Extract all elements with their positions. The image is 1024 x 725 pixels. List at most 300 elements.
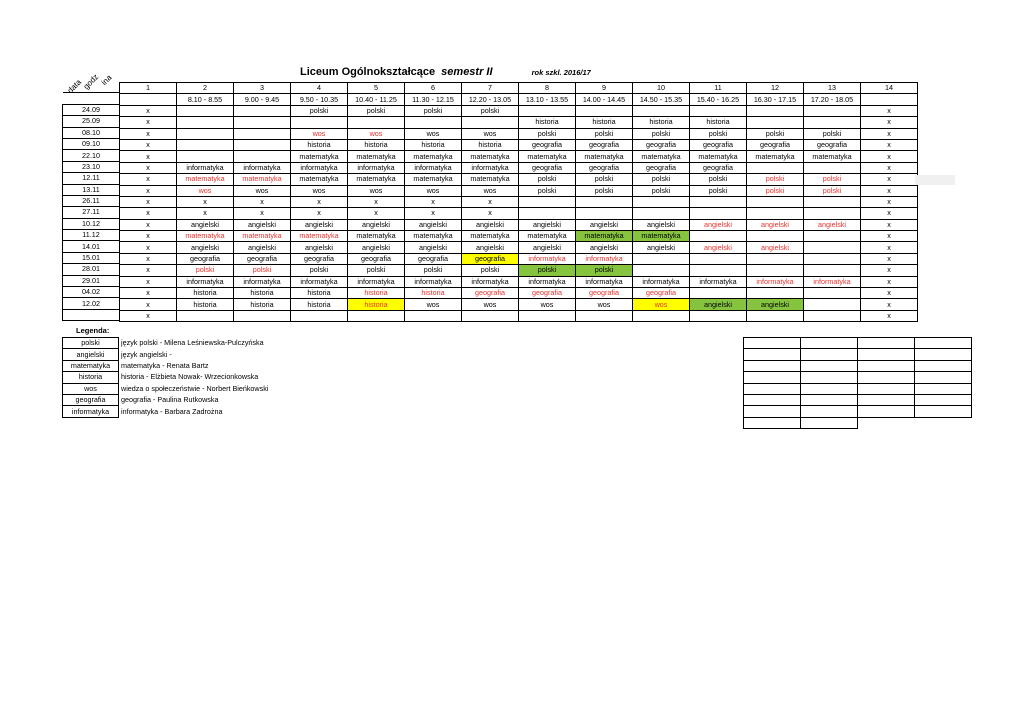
schedule-cell xyxy=(747,288,804,299)
schedule-cell: historia xyxy=(348,288,405,299)
schedule-cell xyxy=(633,196,690,207)
schedule-cell: wos xyxy=(348,185,405,196)
schedule-cell: x xyxy=(120,151,177,162)
header-number: 1 xyxy=(120,83,177,94)
header-row-numbers xyxy=(120,83,918,94)
schedule-cell: informatyka xyxy=(234,276,291,287)
header-number: 8 xyxy=(519,83,576,94)
schedule-cell xyxy=(633,310,690,321)
schedule-cell: x xyxy=(861,242,918,253)
schedule-cell xyxy=(519,196,576,207)
schedule-cell xyxy=(348,117,405,128)
schedule-cell: geografia xyxy=(633,288,690,299)
schedule-cell: wos xyxy=(462,128,519,139)
table-row xyxy=(120,242,918,253)
schedule-cell: x xyxy=(861,174,918,185)
schedule-cell: angielski xyxy=(405,242,462,253)
date-row xyxy=(63,264,120,275)
date-cell: 08.10 xyxy=(63,127,120,138)
schedule-cell: x xyxy=(861,151,918,162)
schedule-cell xyxy=(690,105,747,116)
date-cell: 13.11 xyxy=(63,184,120,195)
legend-item xyxy=(63,349,269,360)
schedule-cell: polski xyxy=(804,128,861,139)
schedule-cell: geografia xyxy=(519,162,576,173)
grid-row xyxy=(744,349,972,360)
legend-item xyxy=(63,383,269,394)
schedule-cell: angielski xyxy=(690,219,747,230)
schedule-cell xyxy=(348,310,405,321)
schedule-cell xyxy=(633,208,690,219)
date-row xyxy=(63,287,120,298)
table-row xyxy=(120,288,918,299)
grid-cell xyxy=(801,372,858,383)
schedule-cell: polski xyxy=(747,128,804,139)
schedule-cell: polski xyxy=(576,265,633,276)
header-number: 7 xyxy=(462,83,519,94)
grid-cell xyxy=(744,394,801,405)
schedule-cell xyxy=(291,310,348,321)
schedule-cell: geografia xyxy=(519,139,576,150)
schedule-cell: x xyxy=(861,208,918,219)
header-number: 5 xyxy=(348,83,405,94)
schedule-cell: informatyka xyxy=(348,162,405,173)
schedule-cell: matematyka xyxy=(462,231,519,242)
table-row xyxy=(120,276,918,287)
schedule-cell: informatyka xyxy=(633,276,690,287)
grid-cell xyxy=(801,383,858,394)
schedule-cell: informatyka xyxy=(405,162,462,173)
schedule-cell xyxy=(804,310,861,321)
schedule-cell: matematyka xyxy=(348,174,405,185)
schedule-cell: matematyka xyxy=(405,151,462,162)
date-cell: 10.12 xyxy=(63,218,120,229)
schedule-cell xyxy=(633,105,690,116)
schedule-cell: wos xyxy=(462,299,519,310)
legend-item xyxy=(63,338,269,349)
schedule-cell: x xyxy=(405,208,462,219)
schedule-cell: polski xyxy=(747,174,804,185)
schedule-cell: polski xyxy=(633,185,690,196)
schedule-cell: polski xyxy=(234,265,291,276)
schedule-cell xyxy=(291,117,348,128)
grid-cell xyxy=(858,383,915,394)
schedule-cell xyxy=(234,151,291,162)
schedule-cell xyxy=(690,208,747,219)
schedule-cell xyxy=(747,196,804,207)
schedule-cell: polski xyxy=(633,174,690,185)
schedule-cell: geografia xyxy=(576,139,633,150)
schedule-cell: matematyka xyxy=(519,151,576,162)
schedule-cell: polski xyxy=(804,174,861,185)
grid-cell xyxy=(744,417,801,428)
schedule-cell: angielski xyxy=(576,219,633,230)
grid-cell xyxy=(801,406,858,417)
schedule-cell: matematyka xyxy=(348,151,405,162)
header-number: 2 xyxy=(177,83,234,94)
table-row xyxy=(120,174,918,185)
schedule-cell: x xyxy=(462,208,519,219)
header-number: 6 xyxy=(405,83,462,94)
page-title xyxy=(300,66,700,80)
date-cell: 11.12 xyxy=(63,230,120,241)
schedule-cell: angielski xyxy=(177,219,234,230)
date-cell: 04.02 xyxy=(63,287,120,298)
schedule-cell xyxy=(804,231,861,242)
school-year: rok szkl. 2016/17 xyxy=(531,68,591,77)
grid-cell xyxy=(801,338,858,349)
schedule-cell: wos xyxy=(405,299,462,310)
schedule-cell xyxy=(234,117,291,128)
header-time: 14.50 - 15.35 xyxy=(633,94,690,105)
schedule-cell: geografia xyxy=(747,139,804,150)
schedule-cell: x xyxy=(348,208,405,219)
date-row xyxy=(63,207,120,218)
date-row xyxy=(63,309,120,320)
schedule-cell xyxy=(747,253,804,264)
schedule-cell: matematyka xyxy=(177,174,234,185)
date-row xyxy=(63,161,120,172)
date-row xyxy=(63,230,120,241)
grid-cell xyxy=(915,372,972,383)
date-cell: 24.09 xyxy=(63,104,120,115)
schedule-cell: x xyxy=(462,196,519,207)
schedule-cell: angielski xyxy=(747,219,804,230)
schedule-cell: angielski xyxy=(690,242,747,253)
table-row xyxy=(120,196,918,207)
schedule-cell: x xyxy=(120,174,177,185)
schedule-cell: angielski xyxy=(576,242,633,253)
schedule-cell xyxy=(690,310,747,321)
schedule-cell: wos xyxy=(405,185,462,196)
schedule-cell: x xyxy=(120,162,177,173)
schedule-cell: wos xyxy=(291,185,348,196)
schedule-cell xyxy=(690,196,747,207)
schedule-cell: x xyxy=(234,196,291,207)
schedule-cell: x xyxy=(120,117,177,128)
date-column xyxy=(62,82,120,321)
table-row xyxy=(120,231,918,242)
schedule-cell: informatyka xyxy=(177,162,234,173)
corner-data-label: data xyxy=(65,77,84,95)
header-row-times xyxy=(120,94,918,105)
schedule-cell: matematyka xyxy=(804,151,861,162)
schedule-cell: polski xyxy=(291,265,348,276)
header-time xyxy=(861,94,918,105)
schedule-cell: polski xyxy=(519,185,576,196)
schedule-cell: polski xyxy=(519,265,576,276)
header-number: 14 xyxy=(861,83,918,94)
schedule-cell xyxy=(405,117,462,128)
schedule-cell xyxy=(804,105,861,116)
legend-desc: informatyka - Barbara Zadrożna xyxy=(121,406,223,416)
date-cell: 15.01 xyxy=(63,252,120,263)
schedule-cell: wos xyxy=(405,128,462,139)
schedule-cell: angielski xyxy=(519,242,576,253)
schedule-cell: informatyka xyxy=(804,276,861,287)
schedule-cell: angielski xyxy=(234,242,291,253)
date-cell: 25.09 xyxy=(63,116,120,127)
schedule-cell: historia xyxy=(519,117,576,128)
schedule-cell: geografia xyxy=(633,139,690,150)
header-time: 9.50 - 10.35 xyxy=(291,94,348,105)
schedule-cell xyxy=(804,196,861,207)
legend-item xyxy=(63,394,269,405)
schedule-table xyxy=(119,82,918,322)
table-row xyxy=(120,219,918,230)
schedule-cell: historia xyxy=(291,139,348,150)
schedule-cell xyxy=(576,105,633,116)
schedule-cell xyxy=(234,128,291,139)
schedule-cell: matematyka xyxy=(519,231,576,242)
schedule-cell: geografia xyxy=(804,139,861,150)
schedule-cell: polski xyxy=(690,185,747,196)
schedule-cell: matematyka xyxy=(690,151,747,162)
schedule-cell: x xyxy=(861,162,918,173)
table-row xyxy=(120,299,918,310)
schedule-cell xyxy=(690,265,747,276)
schedule-cell: x xyxy=(120,276,177,287)
schedule-cell: informatyka xyxy=(576,276,633,287)
schedule-cell: x xyxy=(861,105,918,116)
schedule-cell: angielski xyxy=(291,242,348,253)
grid-cell xyxy=(858,338,915,349)
header-time: 16.30 - 17.15 xyxy=(747,94,804,105)
date-row xyxy=(63,218,120,229)
header-number: 11 xyxy=(690,83,747,94)
grid-cell xyxy=(744,406,801,417)
grid-cell xyxy=(915,383,972,394)
schedule-cell: polski xyxy=(576,128,633,139)
schedule-cell: historia xyxy=(348,299,405,310)
schedule-cell: polski xyxy=(405,105,462,116)
legend-item xyxy=(63,406,269,417)
schedule-cell: x xyxy=(405,196,462,207)
table-row xyxy=(120,128,918,139)
faint-cell xyxy=(915,175,955,185)
schedule-cell: x xyxy=(120,139,177,150)
schedule-cell: matematyka xyxy=(633,151,690,162)
date-header-blank xyxy=(63,93,120,104)
schedule-cell: x xyxy=(861,128,918,139)
date-row xyxy=(63,195,120,206)
schedule-cell xyxy=(804,208,861,219)
header-number: 3 xyxy=(234,83,291,94)
schedule-cell xyxy=(690,288,747,299)
schedule-cell: wos xyxy=(633,299,690,310)
schedule-cell: angielski xyxy=(747,299,804,310)
schedule-cell: x xyxy=(348,196,405,207)
date-row xyxy=(63,150,120,161)
schedule-cell: geografia xyxy=(576,162,633,173)
grid-cell xyxy=(858,372,915,383)
schedule-cell xyxy=(576,196,633,207)
schedule-cell xyxy=(177,139,234,150)
schedule-cell: x xyxy=(861,310,918,321)
schedule-cell: geografia xyxy=(177,253,234,264)
schedule-cell: polski xyxy=(633,128,690,139)
schedule-cell xyxy=(804,288,861,299)
schedule-cell: x xyxy=(234,208,291,219)
schedule-cell: polski xyxy=(690,174,747,185)
header-time: 10.40 - 11.25 xyxy=(348,94,405,105)
date-header-row xyxy=(63,93,120,104)
legend-key: wos xyxy=(63,383,119,394)
schedule-cell: historia xyxy=(405,139,462,150)
schedule-cell: historia xyxy=(576,117,633,128)
schedule-cell: informatyka xyxy=(348,276,405,287)
schedule-cell: geografia xyxy=(462,288,519,299)
date-row xyxy=(63,252,120,263)
date-cell: 12.02 xyxy=(63,298,120,309)
schedule-cell: angielski xyxy=(234,219,291,230)
schedule-cell: polski xyxy=(177,265,234,276)
schedule-cell: geografia xyxy=(291,253,348,264)
legend-desc: język angielski - xyxy=(121,349,172,359)
schedule-cell: geografia xyxy=(519,288,576,299)
schedule-cell: x xyxy=(291,196,348,207)
date-row xyxy=(63,184,120,195)
grid-cell xyxy=(858,360,915,371)
grid-cell xyxy=(915,406,972,417)
schedule-cell: x xyxy=(177,208,234,219)
header-time: 17.20 - 18.05 xyxy=(804,94,861,105)
schedule-cell: informatyka xyxy=(405,276,462,287)
table-row xyxy=(120,117,918,128)
schedule-cell: informatyka xyxy=(519,253,576,264)
grid-cell xyxy=(744,383,801,394)
schedule-cell: polski xyxy=(747,185,804,196)
grid-row xyxy=(744,394,972,405)
schedule-cell: informatyka xyxy=(462,276,519,287)
schedule-cell: wos xyxy=(348,128,405,139)
schedule-cell: matematyka xyxy=(234,231,291,242)
schedule-cell: angielski xyxy=(633,219,690,230)
date-header-row xyxy=(63,82,120,93)
schedule-cell: x xyxy=(861,117,918,128)
header-time: 14.00 - 14.45 xyxy=(576,94,633,105)
schedule-cell xyxy=(804,265,861,276)
schedule-cell: geografia xyxy=(690,139,747,150)
corner-ina-label: ina xyxy=(99,73,114,87)
schedule-cell: x xyxy=(120,288,177,299)
date-row xyxy=(63,127,120,138)
legend-desc: wiedza o społeczeństwie - Norbert Bieńkowski xyxy=(121,383,269,393)
schedule-cell: x xyxy=(120,128,177,139)
date-cell: 27.11 xyxy=(63,207,120,218)
schedule-cell xyxy=(462,310,519,321)
schedule-cell: wos xyxy=(234,185,291,196)
schedule-cell: informatyka xyxy=(234,162,291,173)
grid-row xyxy=(744,417,972,428)
schedule-cell: informatyka xyxy=(177,276,234,287)
schedule-cell xyxy=(177,151,234,162)
schedule-cell: geografia xyxy=(405,253,462,264)
legend-title: Legenda: xyxy=(76,326,110,335)
header-time: 8.10 - 8.55 xyxy=(177,94,234,105)
schedule-cell: matematyka xyxy=(291,231,348,242)
schedule-cell: x xyxy=(120,265,177,276)
date-header-corner xyxy=(63,82,120,93)
schedule-cell xyxy=(804,299,861,310)
schedule-cell: matematyka xyxy=(177,231,234,242)
schedule-cell: matematyka xyxy=(405,174,462,185)
schedule-cell: x xyxy=(120,231,177,242)
schedule-cell xyxy=(633,253,690,264)
grid-cell xyxy=(858,394,915,405)
schedule-cell: x xyxy=(120,242,177,253)
schedule-cell: polski xyxy=(405,265,462,276)
schedule-cell xyxy=(804,117,861,128)
schedule-cell: historia xyxy=(177,288,234,299)
date-cell: 22.10 xyxy=(63,150,120,161)
grid-cell xyxy=(744,338,801,349)
schedule-cell: x xyxy=(861,139,918,150)
schedule-cell: geografia xyxy=(462,253,519,264)
table-row xyxy=(120,310,918,321)
schedule-cell: wos xyxy=(519,299,576,310)
schedule-cell: matematyka xyxy=(291,174,348,185)
header-time: 13.10 - 13.55 xyxy=(519,94,576,105)
schedule-cell xyxy=(747,162,804,173)
schedule-cell: x xyxy=(120,196,177,207)
date-row xyxy=(63,241,120,252)
schedule-cell: x xyxy=(861,299,918,310)
schedule-cell: matematyka xyxy=(405,231,462,242)
schedule-cell xyxy=(804,242,861,253)
date-cell: 28.01 xyxy=(63,264,120,275)
schedule-cell: matematyka xyxy=(291,151,348,162)
header-number: 12 xyxy=(747,83,804,94)
schedule-cell: wos xyxy=(177,185,234,196)
schedule-cell: polski xyxy=(291,105,348,116)
school-name: Liceum Ogólnokształcące xyxy=(300,66,436,78)
schedule-cell: historia xyxy=(405,288,462,299)
schedule-cell xyxy=(519,208,576,219)
grid-cell xyxy=(801,360,858,371)
grid-row xyxy=(744,360,972,371)
grid-cell xyxy=(801,349,858,360)
schedule-cell: historia xyxy=(291,299,348,310)
grid-cell xyxy=(915,360,972,371)
schedule-cell: geografia xyxy=(234,253,291,264)
schedule-cell: matematyka xyxy=(462,151,519,162)
legend-key: informatyka xyxy=(63,406,119,417)
schedule-cell: geografia xyxy=(348,253,405,264)
legend-key: polski xyxy=(63,338,119,349)
schedule-cell: informatyka xyxy=(690,276,747,287)
schedule-cell: wos xyxy=(576,299,633,310)
schedule-cell: historia xyxy=(291,288,348,299)
schedule-cell: informatyka xyxy=(291,162,348,173)
legend-desc: język polski - Milena Leśniewska-Pulczyńska xyxy=(121,338,264,348)
legend-item xyxy=(63,372,269,383)
grid-cell xyxy=(858,406,915,417)
schedule-cell xyxy=(804,162,861,173)
schedule-cell xyxy=(576,310,633,321)
schedule-cell xyxy=(234,139,291,150)
schedule-cell xyxy=(234,310,291,321)
date-cell: 14.01 xyxy=(63,241,120,252)
legend-desc: historia - Elżbieta Nowak- Wrzecionkowska xyxy=(121,372,259,382)
grid-cell xyxy=(744,372,801,383)
date-cell: 29.01 xyxy=(63,275,120,286)
schedule-cell: x xyxy=(861,276,918,287)
schedule-cell: historia xyxy=(633,117,690,128)
legend-table xyxy=(62,337,269,418)
header-number: 13 xyxy=(804,83,861,94)
header-time: 12.20 - 13.05 xyxy=(462,94,519,105)
